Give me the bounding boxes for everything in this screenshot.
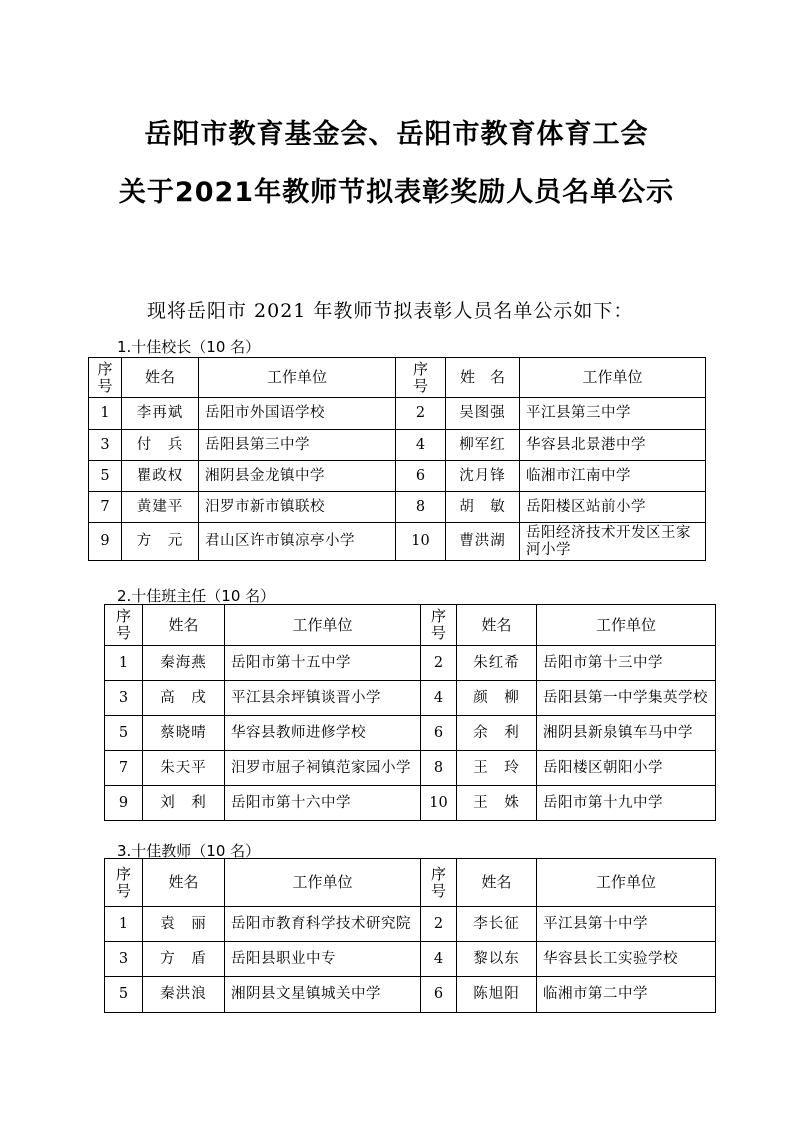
teachers-table	[104, 858, 716, 1013]
table-row	[89, 523, 706, 561]
name-cell: 王 姝	[457, 786, 537, 821]
table-row	[105, 716, 716, 751]
unit-cell: 岳阳市教育科学技术研究院	[225, 907, 421, 942]
seq-cell: 10	[421, 786, 457, 821]
seq-header-text: 序号	[430, 607, 446, 642]
table-row	[105, 907, 716, 942]
table-row	[89, 461, 706, 492]
unit-cell: 平江县第三中学	[520, 398, 706, 430]
seq-header-text: 序号	[430, 864, 446, 900]
unit-cell: 岳阳市外国语学校	[199, 398, 396, 430]
name-cell: 瞿政权	[122, 461, 199, 492]
name-cell: 朱红希	[457, 646, 537, 681]
table-row	[89, 492, 706, 523]
seq-header	[421, 605, 457, 646]
unit-cell: 湘阴县新泉镇车马中学	[537, 716, 716, 751]
unit-cell: 湘阴县金龙镇中学	[199, 461, 396, 492]
unit-cell: 岳阳市第十五中学	[225, 646, 421, 681]
unit-cell: 岳阳市第十六中学	[225, 786, 421, 821]
seq-cell: 8	[396, 492, 446, 523]
seq-cell: 2	[421, 907, 457, 942]
seq-header-text: 序号	[115, 864, 131, 900]
name-header: 姓 名	[446, 358, 520, 398]
name-cell: 方 盾	[143, 942, 225, 977]
seq-cell: 9	[105, 786, 143, 821]
seq-header	[396, 358, 446, 398]
seq-cell: 3	[105, 942, 143, 977]
section2-title: 2.十佳班主任（10 名）	[117, 587, 276, 605]
seq-cell: 7	[105, 751, 143, 786]
name-cell: 黄建平	[122, 492, 199, 523]
table-header-row	[89, 358, 706, 398]
unit-cell: 君山区许市镇凉亭小学	[199, 523, 396, 561]
unit-cell: 岳阳市第十三中学	[537, 646, 716, 681]
name-cell: 颜 柳	[457, 681, 537, 716]
name-header: 姓名	[457, 859, 537, 907]
unit-cell: 临湘市江南中学	[520, 461, 706, 492]
document-title-line1: 岳阳市教育基金会、岳阳市教育体育工会	[144, 119, 649, 150]
seq-cell: 10	[396, 523, 446, 561]
unit-cell: 岳阳县第一中学集英学校	[537, 681, 716, 716]
unit-header: 工作单位	[537, 605, 716, 646]
seq-cell: 6	[396, 461, 446, 492]
name-cell: 袁 丽	[143, 907, 225, 942]
unit-cell: 汨罗市屈子祠镇范家园小学	[225, 751, 421, 786]
seq-cell: 9	[89, 523, 122, 561]
table-row	[105, 751, 716, 786]
name-cell: 高 戌	[143, 681, 225, 716]
unit-cell: 华容县教师进修学校	[225, 716, 421, 751]
seq-cell: 6	[421, 716, 457, 751]
name-cell: 刘 利	[143, 786, 225, 821]
name-cell: 柳军红	[446, 430, 520, 461]
seq-cell: 1	[89, 398, 122, 430]
unit-cell: 平江县第十中学	[537, 907, 716, 942]
table-header-row	[105, 859, 716, 907]
seq-cell: 7	[89, 492, 122, 523]
name-cell: 蔡晓晴	[143, 716, 225, 751]
name-cell: 沈月锋	[446, 461, 520, 492]
name-cell: 曹洪湖	[446, 523, 520, 561]
unit-header: 工作单位	[199, 358, 396, 398]
seq-cell: 6	[421, 977, 457, 1013]
name-cell: 陈旭阳	[457, 977, 537, 1013]
seq-header	[105, 859, 143, 907]
seq-cell: 5	[89, 461, 122, 492]
seq-cell: 4	[421, 942, 457, 977]
seq-cell: 1	[105, 646, 143, 681]
name-cell: 秦海燕	[143, 646, 225, 681]
name-cell: 黎以东	[457, 942, 537, 977]
name-header: 姓名	[143, 605, 225, 646]
table-row	[89, 398, 706, 430]
document-title-line2: 关于2021年教师节拟表彰奖励人员名单公示	[118, 177, 675, 208]
name-header: 姓名	[457, 605, 537, 646]
name-cell: 秦洪浪	[143, 977, 225, 1013]
name-cell: 朱天平	[143, 751, 225, 786]
seq-cell: 8	[421, 751, 457, 786]
name-cell: 方 元	[122, 523, 199, 561]
name-cell: 李再斌	[122, 398, 199, 430]
name-cell: 李长征	[457, 907, 537, 942]
seq-cell: 1	[105, 907, 143, 942]
seq-header-text: 序号	[115, 607, 131, 642]
section1-title: 1.十佳校长（10 名）	[117, 338, 261, 356]
seq-cell: 2	[396, 398, 446, 430]
unit-cell: 岳阳经济技术开发区王家河小学	[520, 523, 706, 561]
name-cell: 王 玲	[457, 751, 537, 786]
head-teachers-table	[104, 604, 716, 821]
seq-cell: 3	[105, 681, 143, 716]
unit-cell: 岳阳县职业中专	[225, 942, 421, 977]
seq-header-text: 序号	[412, 359, 428, 395]
unit-cell: 岳阳县第三中学	[199, 430, 396, 461]
unit-cell: 岳阳市第十九中学	[537, 786, 716, 821]
unit-cell: 平江县余坪镇谈晋小学	[225, 681, 421, 716]
name-cell: 付 兵	[122, 430, 199, 461]
section3-title: 3.十佳教师（10 名）	[117, 842, 261, 860]
table-row	[105, 942, 716, 977]
seq-cell: 4	[421, 681, 457, 716]
seq-header	[105, 605, 143, 646]
seq-header	[89, 358, 122, 398]
seq-cell: 5	[105, 716, 143, 751]
name-cell: 胡 敏	[446, 492, 520, 523]
table-row	[105, 786, 716, 821]
name-cell: 吴图强	[446, 398, 520, 430]
unit-cell: 岳阳楼区站前小学	[520, 492, 706, 523]
unit-cell: 汨罗市新市镇联校	[199, 492, 396, 523]
table-row	[105, 646, 716, 681]
unit-cell: 湘阴县文星镇城关中学	[225, 977, 421, 1013]
seq-cell: 4	[396, 430, 446, 461]
intro-paragraph: 现将岳阳市 2021 年教师节拟表彰人员名单公示如下：	[147, 300, 634, 322]
unit-header: 工作单位	[537, 859, 716, 907]
unit-cell: 华容县长工实验学校	[537, 942, 716, 977]
unit-header: 工作单位	[520, 358, 706, 398]
seq-header	[421, 859, 457, 907]
unit-header: 工作单位	[225, 859, 421, 907]
table-row	[89, 430, 706, 461]
principals-table	[88, 357, 706, 561]
unit-cell: 华容县北景港中学	[520, 430, 706, 461]
unit-cell: 临湘市第二中学	[537, 977, 716, 1013]
seq-cell: 5	[105, 977, 143, 1013]
name-cell: 余 利	[457, 716, 537, 751]
name-header: 姓名	[143, 859, 225, 907]
table-header-row	[105, 605, 716, 646]
table-row	[105, 977, 716, 1013]
seq-header-text: 序号	[97, 359, 113, 395]
unit-cell: 岳阳楼区朝阳小学	[537, 751, 716, 786]
name-header: 姓名	[122, 358, 199, 398]
seq-cell: 2	[421, 646, 457, 681]
table-row	[105, 681, 716, 716]
unit-header: 工作单位	[225, 605, 421, 646]
seq-cell: 3	[89, 430, 122, 461]
